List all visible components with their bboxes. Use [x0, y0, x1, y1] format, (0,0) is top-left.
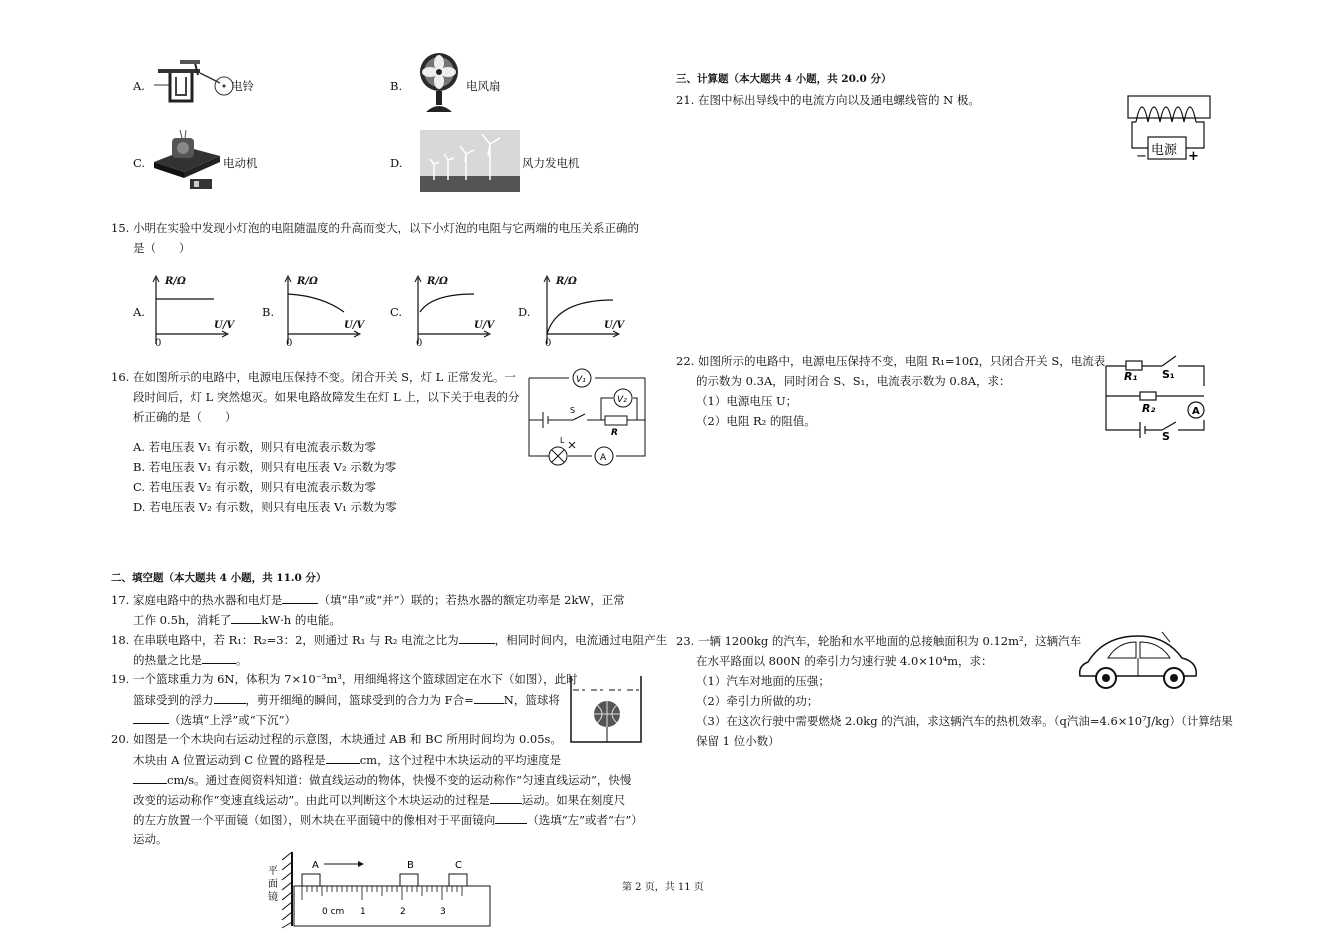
basketball-in-water-image	[567, 670, 647, 746]
wind-turbine-image	[420, 130, 520, 192]
graph-ylabel: R/Ω	[556, 276, 577, 287]
label-v2: V₂	[617, 395, 627, 405]
section-heading: 二、填空题（本大题共 4 小题，共 11.0 分）	[111, 572, 327, 584]
label-r2: R₂	[1142, 402, 1156, 415]
question-line	[133, 609, 341, 630]
power-source-label: 电源	[1151, 143, 1178, 158]
label-s1: S₁	[1162, 368, 1175, 381]
option-c: C. 若电压表 V₂ 有示数，则只有电流表示数为零	[133, 480, 376, 494]
answer-blank[interactable]	[474, 689, 504, 704]
graph-letter: B.	[262, 305, 275, 319]
option-label: 电动机	[223, 156, 258, 170]
label-a: A	[1192, 406, 1200, 417]
answer-blank[interactable]	[459, 629, 495, 644]
graph-xlabel: U/V	[344, 320, 365, 331]
tick-label: 0 cm	[322, 907, 345, 917]
electric-fan-image	[414, 50, 464, 115]
label-s: S	[1162, 430, 1170, 440]
graph-ylabel: R/Ω	[427, 276, 448, 287]
tick-label: 1	[360, 907, 366, 917]
question-line	[133, 689, 560, 710]
label-c: C	[455, 860, 462, 871]
question-text: ，相同时间内，电流通过电阻产生	[494, 633, 668, 647]
question-sub: （1）汽车对地面的压强；	[696, 674, 830, 688]
graph-letter: A.	[133, 305, 145, 319]
question-text: cm，这个过程中木块运动的平均速度是	[359, 753, 562, 767]
label-a: A	[312, 860, 319, 871]
label-s: S	[570, 406, 576, 415]
question-text: cm/s。通过查阅资料知道：做直线运动的物体，快慢不变的运动称作“匀速直线运动”，快慢	[167, 773, 632, 787]
question-line	[133, 809, 643, 830]
graph-origin: 0	[416, 338, 423, 349]
graph-letter: D.	[518, 305, 531, 319]
question-text: 15. 小明在实验中发现小灯泡的电阻随温度的升高而变大，以下小灯泡的电阻与它两端的电压关系正确的	[111, 221, 639, 235]
option-a: A. 若电压表 V₁ 有示数，则只有电流表示数为零	[133, 440, 376, 454]
question-sub: （2）电阻 R₂ 的阻值。	[696, 414, 816, 428]
label-l: L	[560, 436, 565, 445]
graph-origin: 0	[155, 338, 162, 349]
tick-label: 2	[400, 907, 406, 917]
question-text: 20. 如图是一个木块向右运动过程的示意图，木块通过 AB 和 BC 所用时间均为 0.05s。	[111, 732, 562, 746]
question-text: 22. 如图所示的电路中，电源电压保持不变，电阻 R₁=10Ω，只闭合开关 S，电流表	[676, 354, 1106, 368]
question-text: 段时间后，灯 L 突然熄灭。如果电路故障发生在灯 L 上，以下关于电表的分	[133, 390, 520, 404]
question-text: 运动。	[133, 832, 168, 846]
question-line	[111, 589, 625, 610]
question-sub: 保留 1 位小数）	[696, 734, 780, 748]
option-label: 电风扇	[466, 79, 501, 93]
question-text: 的左方放置一个平面镜（如图），则木块在平面镜中的像相对于平面镜向	[133, 813, 496, 827]
graph-a	[150, 272, 235, 352]
mirror-label-2: 面	[268, 879, 278, 890]
question-text: 改变的运动称作“变速直线运动”。由此可以判断这个木块运动的过程是	[133, 793, 490, 807]
question-text: 木块由 A 位置运动到 C 位置的路程是	[133, 753, 326, 767]
plus-sign: +	[1188, 149, 1199, 163]
question-text: （选填“上浮”或“下沉”）	[169, 713, 297, 727]
question-text: 析正确的是（ ）	[133, 410, 237, 424]
question-text: 23. 一辆 1200kg 的汽车，轮胎和水平地面的总接触面积为 0.12m²，这辆汽车	[676, 634, 1082, 648]
car-image	[1074, 628, 1204, 694]
question-text: ，剪开细绳的瞬间，篮球受到的合力为 F合=	[245, 693, 474, 707]
question-text: 的热量之比是	[133, 653, 202, 667]
mirror-label-3: 镜	[268, 892, 278, 903]
question-text: 在水平路面以 800N 的牵引力匀速行驶 4.0×10⁴m，求：	[696, 654, 993, 668]
question-text: （选填“左”或者“右”）	[527, 813, 643, 827]
question-text: 是（ ）	[133, 241, 191, 255]
question-line	[133, 709, 296, 730]
answer-blank[interactable]	[490, 789, 522, 804]
q16-circuit-diagram	[525, 368, 650, 472]
answer-blank[interactable]	[231, 609, 261, 624]
ruler-mirror-diagram	[262, 848, 497, 930]
graph-origin: 0	[545, 338, 552, 349]
question-text: 19. 一个篮球重力为 6N，体积为 7×10⁻³m³，用细绳将这个篮球固定在水下（如图），此时	[111, 672, 578, 686]
question-line	[133, 769, 631, 790]
question-line	[111, 629, 667, 650]
label-v1: V₁	[576, 375, 586, 385]
question-text: 篮球受到的浮力	[133, 693, 214, 707]
graph-b	[282, 272, 367, 352]
q22-circuit-diagram	[1100, 352, 1212, 440]
question-text: 17. 家庭电路中的热水器和电灯是	[111, 593, 283, 607]
solenoid-diagram	[1120, 88, 1218, 163]
option-d: D. 若电压表 V₂ 有示数，则只有电压表 V₁ 示数为零	[133, 500, 397, 514]
question-text: 18. 在串联电路中，若 R₁：R₂=3：2，则通过 R₁ 与 R₂ 电流之比为	[111, 633, 459, 647]
question-text: 工作 0.5h，消耗了	[133, 613, 232, 627]
question-line	[133, 789, 625, 810]
graph-d	[541, 272, 626, 352]
question-sub: （1）电源电压 U；	[696, 394, 798, 408]
mirror-label-1: 平	[268, 866, 278, 877]
answer-blank[interactable]	[202, 649, 236, 664]
label-r1: R₁	[1124, 370, 1138, 383]
option-letter: B.	[390, 79, 403, 93]
question-line	[133, 649, 248, 670]
graph-xlabel: U/V	[474, 320, 495, 331]
question-text: （填“串”或“并”）联的；若热水器的额定功率是 2kW，正常	[318, 593, 625, 607]
option-label: 风力发电机	[522, 156, 580, 170]
question-text: kW·h 的电能。	[261, 613, 341, 627]
graph-c	[412, 272, 497, 352]
answer-blank[interactable]	[326, 749, 360, 764]
question-text: 运动。如果在刻度尺	[521, 793, 626, 807]
page-footer: 第 2 页，共 11 页	[622, 882, 704, 893]
question-text: 的示数为 0.3A，同时闭合 S、S₁，电流表示数为 0.8A，求：	[696, 374, 1011, 388]
option-label: 电铃	[231, 79, 254, 93]
answer-blank[interactable]	[214, 689, 246, 704]
electric-bell-image	[150, 55, 235, 115]
option-letter: C.	[133, 156, 146, 170]
graph-ylabel: R/Ω	[165, 276, 186, 287]
answer-blank[interactable]	[495, 809, 527, 824]
option-letter: D.	[390, 156, 403, 170]
question-text: 。	[236, 653, 248, 667]
electric-motor-image	[150, 126, 225, 194]
question-text: 16. 在如图所示的电路中，电源电压保持不变。闭合开关 S，灯 L 正常发光。一	[111, 370, 516, 384]
question-text: N，篮球将	[503, 693, 560, 707]
answer-blank[interactable]	[282, 589, 318, 604]
graph-letter: C.	[390, 305, 403, 319]
label-a: A	[600, 453, 607, 463]
label-b: B	[407, 860, 414, 871]
minus-sign: −	[1136, 149, 1147, 163]
option-b: B. 若电压表 V₁ 有示数，则只有电压表 V₂ 示数为零	[133, 460, 397, 474]
label-r: R	[611, 428, 618, 438]
section-heading: 三、计算题（本大题共 4 小题，共 20.0 分）	[676, 73, 892, 85]
question-sub: （2）牵引力所做的功；	[696, 694, 819, 708]
question-line	[133, 749, 561, 770]
graph-origin: 0	[286, 338, 293, 349]
graph-xlabel: U/V	[604, 320, 625, 331]
graph-xlabel: U/V	[214, 320, 235, 331]
graph-ylabel: R/Ω	[297, 276, 318, 287]
question-text: 21. 在图中标出导线中的电流方向以及通电螺线管的 N 极。	[676, 93, 980, 107]
answer-blank[interactable]	[133, 769, 167, 784]
tick-label: 3	[440, 907, 446, 917]
question-sub: （3）在这次行驶中需要燃烧 2.0kg 的汽油，求这辆汽车的热机效率。（q汽油=4.6×10⁷J/kg）（计算结果	[696, 714, 1233, 728]
option-letter: A.	[133, 79, 145, 93]
answer-blank[interactable]	[133, 709, 169, 724]
